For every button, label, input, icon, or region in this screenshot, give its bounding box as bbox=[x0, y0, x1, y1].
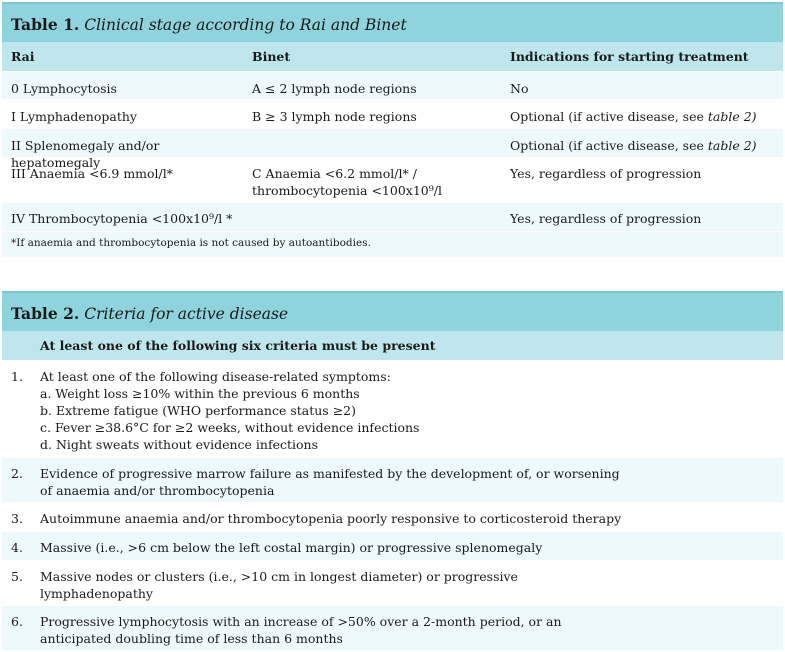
table-row bbox=[2, 71, 783, 99]
binet-line: thrombocytopenia <100x10⁹/l bbox=[252, 183, 442, 198]
table-reference: table 2) bbox=[707, 109, 757, 124]
cell-indication: Yes, regardless of progression bbox=[510, 211, 702, 226]
criterion-text bbox=[40, 465, 783, 502]
indication-text: Optional (if active disease, see bbox=[510, 138, 708, 153]
criterion-line: lymphadenopathy bbox=[40, 586, 153, 601]
table-1-caption: Clinical stage according to Rai and Binet bbox=[84, 16, 407, 34]
criterion-line: Massive nodes or clusters (i.e., >10 cm in longest diameter) or progressive bbox=[40, 569, 518, 584]
table-row bbox=[2, 531, 783, 560]
table-2-title bbox=[2, 291, 783, 331]
criterion-line: c. Fever ≥38.6°C for ≥2 weeks, without evidence infections bbox=[40, 420, 420, 435]
criterion-line: d. Night sweats without evidence infections bbox=[40, 437, 319, 452]
binet-line: C Anaemia <6.2 mmol/l* / bbox=[252, 166, 417, 181]
indication-text: Optional (if active disease, see bbox=[510, 109, 708, 124]
cell-binet bbox=[243, 210, 501, 231]
table-2-caption: Criteria for active disease bbox=[84, 305, 289, 323]
criterion-number: 4. bbox=[11, 540, 23, 555]
table-row bbox=[2, 157, 783, 202]
criterion-number: 3. bbox=[11, 511, 23, 526]
cell-binet: A ≤ 2 lymph node regions bbox=[252, 81, 417, 96]
table-row bbox=[2, 502, 783, 531]
criterion-number: 5. bbox=[11, 569, 23, 584]
column-header-binet: Binet bbox=[252, 49, 291, 64]
table-2 bbox=[2, 291, 783, 650]
criterion-text: Autoimmune anaemia and/or thrombocytopenia poorly responsive to corticosteroid therapy bbox=[40, 511, 622, 526]
criterion-line: b. Extreme fatigue (WHO performance status ≥2) bbox=[40, 403, 356, 418]
criterion-number: 1. bbox=[11, 369, 23, 384]
table-row bbox=[2, 360, 783, 457]
column-header-rai: Rai bbox=[11, 49, 35, 64]
table-2-label: Table 2. bbox=[11, 304, 80, 323]
criterion-text bbox=[40, 368, 783, 457]
criterion-text bbox=[40, 568, 783, 605]
table-2-header-row bbox=[2, 331, 783, 360]
table-1 bbox=[2, 2, 783, 257]
cell-binet bbox=[243, 165, 501, 202]
cell-rai: IV Thrombocytopenia <100x10⁹/l * bbox=[11, 211, 233, 226]
column-header-criteria: At least one of the following six criteria must be present bbox=[40, 338, 436, 353]
cell-indication bbox=[501, 137, 783, 157]
table-row bbox=[2, 457, 783, 502]
table-1-header-row bbox=[2, 42, 783, 71]
header-number-cell bbox=[2, 338, 40, 360]
criterion-line: At least one of the following disease-related symptoms: bbox=[40, 369, 391, 384]
column-header-indications: Indications for starting treatment bbox=[510, 49, 749, 64]
criterion-line: Evidence of progressive marrow failure as manifested by the development of, or worsening bbox=[40, 466, 620, 481]
table-row bbox=[2, 128, 783, 170]
cell-binet: B ≥ 3 lymph node regions bbox=[252, 109, 417, 124]
criterion-text: Massive (i.e., >6 cm below the left costal margin) or progressive splenomegaly bbox=[40, 540, 543, 555]
table-row bbox=[2, 605, 783, 650]
table-1-label: Table 1. bbox=[11, 15, 80, 34]
criterion-line: a. Weight loss ≥10% within the previous 6 months bbox=[40, 386, 360, 401]
cell-rai: III Anaemia <6.9 mmol/l* bbox=[11, 166, 174, 181]
criterion-line: of anaemia and/or thrombocytopenia bbox=[40, 483, 275, 498]
criterion-line: Progressive lymphocytosis with an increase of >50% over a 2-month period, or an bbox=[40, 614, 562, 629]
table-row bbox=[2, 202, 783, 231]
table-1-footnote: *If anaemia and thrombocytopenia is not caused by autoantibodies. bbox=[2, 231, 783, 257]
criterion-text bbox=[40, 613, 783, 650]
cell-rai: 0 Lymphocytosis bbox=[11, 81, 117, 96]
cell-indication bbox=[501, 108, 783, 128]
table-row bbox=[2, 560, 783, 605]
criterion-number: 6. bbox=[11, 614, 23, 629]
table-row bbox=[2, 99, 783, 128]
cell-rai: II Splenomegaly and/or hepatomegaly bbox=[11, 138, 160, 170]
table-reference: table 2) bbox=[707, 138, 757, 153]
cell-indication: Yes, regardless of progression bbox=[510, 166, 702, 181]
cell-rai: I Lymphadenopathy bbox=[11, 109, 137, 124]
cell-indication: No bbox=[510, 81, 529, 96]
cell-binet bbox=[243, 137, 501, 157]
criterion-number: 2. bbox=[11, 466, 23, 481]
table-1-title bbox=[2, 2, 783, 42]
criterion-line: anticipated doubling time of less than 6 months bbox=[40, 631, 343, 646]
